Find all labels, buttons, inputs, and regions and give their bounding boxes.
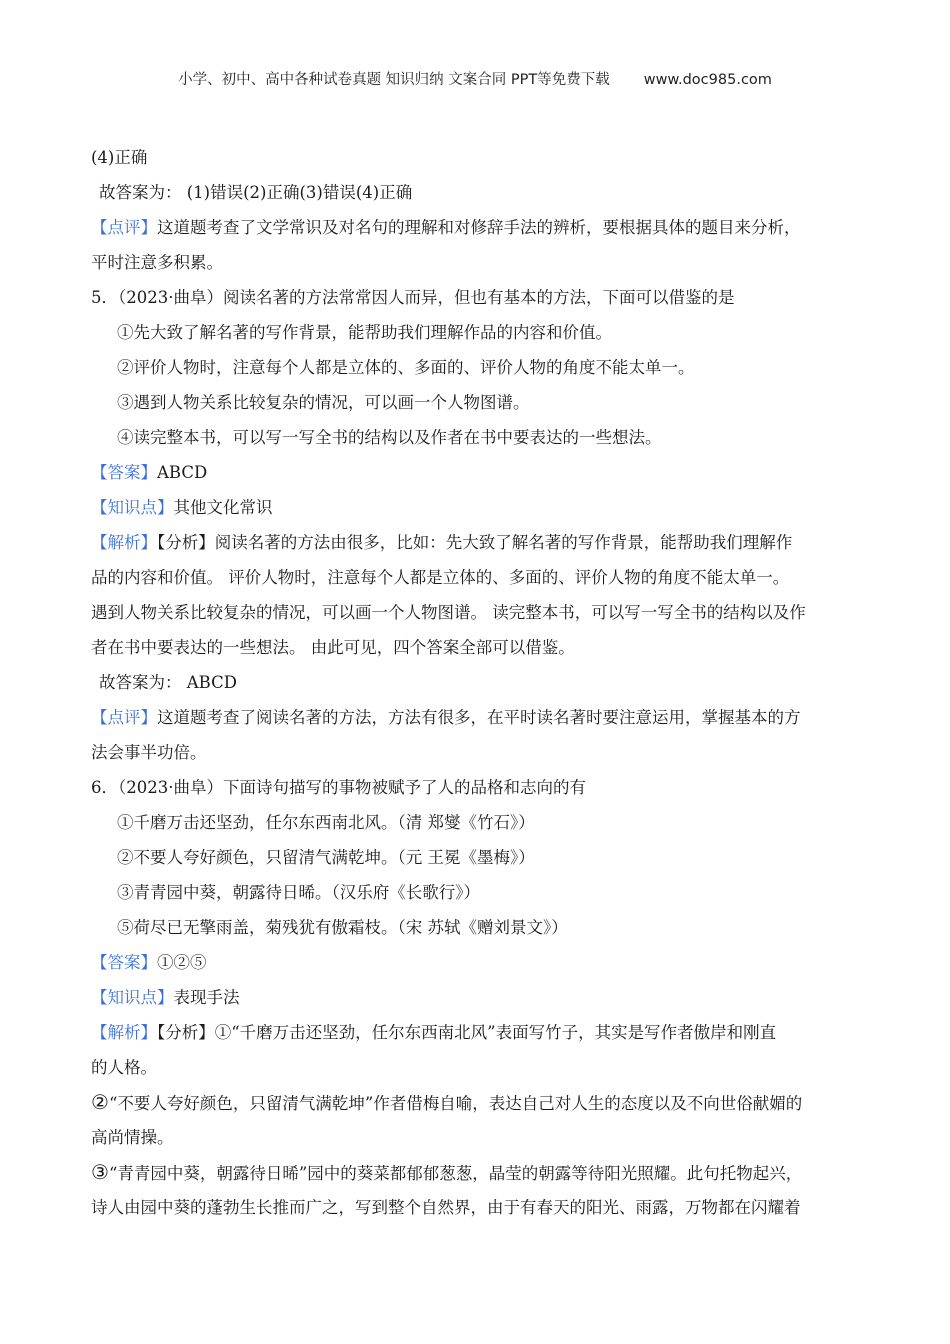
q5-option-1: ①先大致了解名著的写作背景，能帮助我们理解作品的内容和价值。 — [117, 323, 612, 342]
q5-knowledge-tag: 【知识点】 — [91, 498, 174, 517]
q5-comment — [91, 700, 861, 735]
q5-knowledge-value: 其他文化常识 — [173, 498, 273, 517]
q6-analysis — [91, 1015, 861, 1050]
q4-comment-tag: 【点评】 — [91, 218, 157, 237]
q6-analysis-p3 — [91, 1155, 861, 1190]
q5-analysis-text: 阅读名著的方法由很多，比如：先大致了解名著的写作背景，能帮助我们理解作 — [214, 533, 793, 552]
q5-answer-tag: 【答案】 — [91, 463, 157, 482]
q6-stem: 6．（2023·曲阜）下面诗句描写的事物被赋予了人的品格和志向的有 — [91, 778, 586, 797]
q5-comment-line2: 法会事半功倍。 — [91, 743, 207, 762]
q5-analysis-line2: 品的内容和价值。 评价人物时，注意每个人都是立体的、多面的、评价人物的角度不能太单一。 — [91, 568, 790, 587]
q6-option-3: ③青青园中葵，朝露待日晞。（汉乐府《长歌行》） — [117, 883, 480, 902]
q6-answer — [91, 945, 861, 980]
document-body — [91, 140, 861, 1225]
q5-final-value: ABCD — [186, 673, 237, 692]
q6-answer-tag: 【答案】 — [91, 953, 157, 972]
q6-analysis-text: ①“千磨万击还坚劲，任尔东西南北风”表面写竹子，其实是写作者傲岸和刚直 — [214, 1023, 777, 1042]
q5-knowledge — [91, 490, 861, 525]
q5-analysis-line3: 遇到人物关系比较复杂的情况，可以画一个人物图谱。 读完整本书，可以写一写全书的结构以及作 — [91, 603, 806, 622]
q6-analysis-p2-mark: ② — [91, 1090, 109, 1114]
header-site-link[interactable]: www.doc985.com — [643, 72, 772, 88]
q4-answer — [91, 175, 861, 210]
q6-analysis-p2-line2: 高尚情操。 — [91, 1128, 174, 1147]
q6-knowledge-value: 表现手法 — [173, 988, 240, 1007]
q6-knowledge-tag: 【知识点】 — [91, 988, 174, 1007]
q6-analysis-p2 — [91, 1085, 861, 1120]
q4-comment-text: 这道题考查了文学常识及对名句的理解和对修辞手法的辨析，要根据具体的题目来分析， — [157, 218, 801, 237]
q6-analysis-p1-line2: 的人格。 — [91, 1058, 157, 1077]
q5-analysis-tag2: 【分析】 — [157, 533, 215, 552]
q6-knowledge — [91, 980, 861, 1015]
q5-answer-value: ABCD — [157, 463, 208, 482]
q5-option-3: ③遇到人物关系比较复杂的情况，可以画一个人物图谱。 — [117, 393, 530, 412]
q6-analysis-p3-mark: ③ — [91, 1160, 109, 1184]
q4-item4: (4)正确 — [91, 148, 148, 167]
q5-answer — [91, 455, 861, 490]
q5-final-answer — [91, 665, 861, 700]
q6-option-2: ②不要人夸好颜色，只留清气满乾坤。（元 王冕《墨梅》） — [117, 848, 535, 867]
q4-answer-value: (1)错误(2)正确(3)错误(4)正确 — [186, 183, 413, 202]
q6-analysis-p2-text: “不要人夸好颜色，只留清气满乾坤”作者借梅自喻，表达自己对人生的态度以及不向世俗献媚的 — [108, 1094, 803, 1113]
q5-analysis-tag: 【解析】 — [91, 533, 157, 552]
q4-answer-prefix: 故答案为： — [99, 183, 182, 202]
q5-option-2: ②评价人物时，注意每个人都是立体的、多面的、评价人物的角度不能太单一。 — [117, 358, 695, 377]
q6-analysis-p3-text: “青青园中葵，朝露待日晞”园中的葵菜都郁郁葱葱，晶莹的朝露等待阳光照耀。此句托物起兴， — [108, 1164, 803, 1183]
page-header — [0, 68, 950, 89]
q6-analysis-tag: 【解析】 — [91, 1023, 157, 1042]
q5-option-4: ④读完整本书，可以写一写全书的结构以及作者在书中要表达的一些想法。 — [117, 428, 662, 447]
q5-stem: 5．（2023·曲阜）阅读名著的方法常常因人而异，但也有基本的方法，下面可以借鉴的是 — [91, 288, 735, 307]
q5-final-prefix: 故答案为： — [99, 673, 182, 692]
q6-analysis-p3-line2: 诗人由园中葵的蓬勃生长推而广之，写到整个自然界，由于有春天的阳光、雨露，万物都在闪耀着 — [91, 1198, 801, 1217]
q5-comment-text: 这道题考查了阅读名著的方法，方法有很多，在平时读名著时要注意运用，掌握基本的方 — [157, 708, 801, 727]
header-text: 小学、初中、高中各种试卷真题 知识归纳 文案合同 PPT等免费下载 — [178, 72, 610, 88]
q4-comment-line2: 平时注意多积累。 — [91, 253, 223, 272]
q6-answer-value: ①②⑤ — [157, 953, 207, 972]
q6-option-5: ⑤荷尽已无擎雨盖，菊残犹有傲霜枝。（宋 苏轼《赠刘景文》） — [117, 918, 568, 937]
q4-comment — [91, 210, 861, 245]
q5-analysis-line4: 者在书中要表达的一些想法。 由此可见，四个答案全部可以借鉴。 — [91, 638, 575, 657]
q6-analysis-tag2: 【分析】 — [157, 1023, 215, 1042]
q6-option-1: ①千磨万击还坚劲，任尔东西南北风。（清 郑燮《竹石》） — [117, 813, 535, 832]
q5-comment-tag: 【点评】 — [91, 708, 157, 727]
q5-analysis — [91, 525, 861, 560]
